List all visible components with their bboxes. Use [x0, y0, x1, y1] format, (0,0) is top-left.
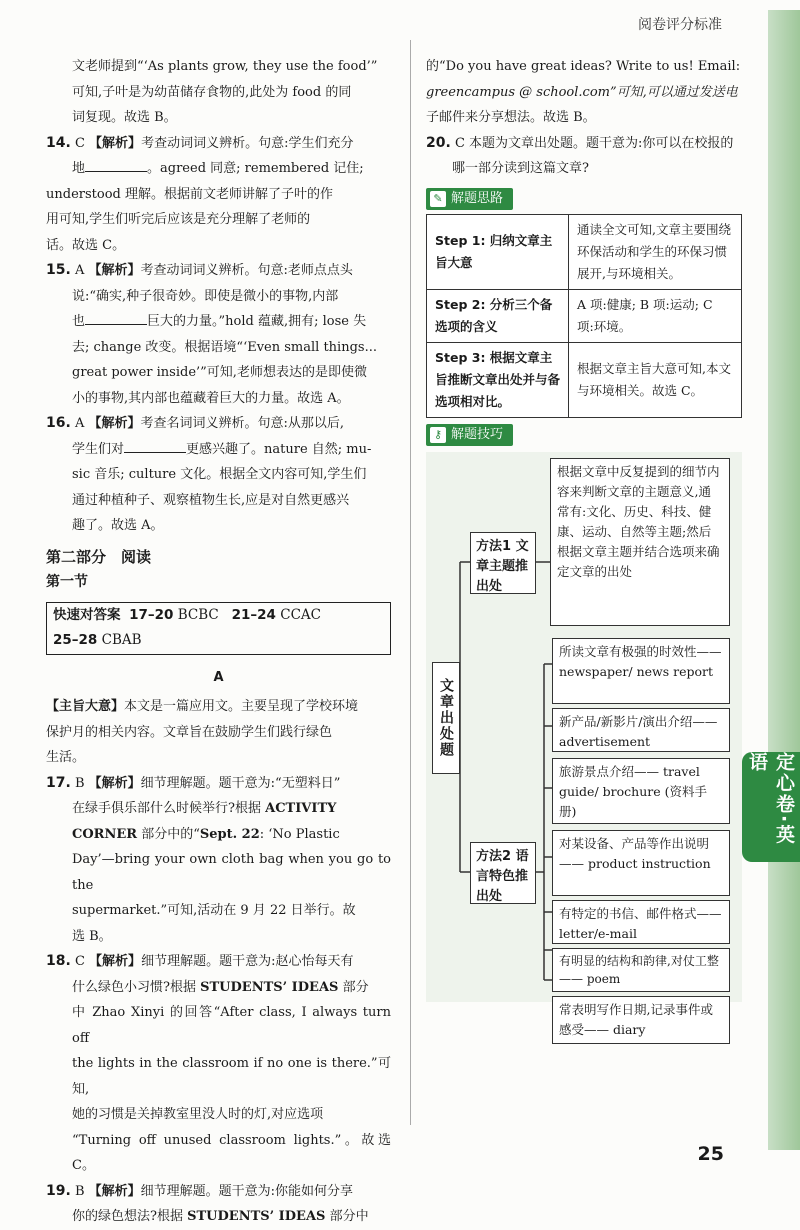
q16-line4: 通过种植种子、观察植物生长,应是对自然更感兴: [72, 492, 350, 508]
q15-line2: 说:“确实,种子很奇妙。即使是微小的事物,内部: [72, 288, 339, 304]
think-label: ✎ 解题思路: [426, 188, 513, 210]
right-column: [426, 54, 741, 1044]
tree-leaf: 有明显的结构和韵律,对仗工整—— poem: [552, 948, 730, 992]
tree-method-1-text: 根据文章中反复提到的细节内容来判断文章的主题意义,通常有:文化、历史、科技、健康、运动、自然等主题;然后根据文章主题并结合选项来确定文章的出处: [550, 458, 730, 626]
q17-line1: 17. B 【解析】细节理解题。题干意为:“无塑料日”: [46, 774, 341, 791]
q20-line2: 哪一部分读到这篇文章?: [452, 161, 589, 176]
q16-line5: 趣了。故选 A。: [72, 518, 164, 533]
passage-label: A: [213, 669, 224, 685]
q14-line5: 话。故选 C。: [46, 237, 126, 253]
section-heading: 第一节: [46, 574, 88, 590]
tree-root: 文章出处题: [432, 662, 460, 774]
q17-line3: CORNER 部分中的“Sept. 22: ‘No Plastic: [72, 826, 340, 842]
q15-line6: 小的事物,其内部也蕴藏着巨大的力量。故选 A。: [72, 390, 350, 406]
cont-line: greencampus @ school.com”可知,可以通过发送电: [426, 84, 738, 100]
main-idea-line1: 【主旨大意】本文是一篇应用文。主要呈现了学校环境: [46, 699, 359, 714]
q14-line3: understood 理解。根据前文老师讲解了子叶的作: [46, 186, 333, 202]
q15-line3: 也 巨大的力量。”hold 蕴藏,拥有; lose 失: [46, 309, 391, 335]
side-color-strip: [768, 10, 800, 1150]
page-number: 25: [697, 1143, 724, 1165]
intro-line: 词复现。故选 B。: [72, 110, 177, 125]
q19-line1: 19. B 【解析】细节理解题。题干意为:你能如何分享: [46, 1182, 354, 1199]
side-section-tab[interactable]: 定心卷·英语: [742, 752, 800, 862]
q14-line4: 用可知,学生们听完后应该是充分理解了老师的: [46, 212, 311, 227]
q16-line3: sic 音乐; culture 文化。根据全文内容可知,学生们: [72, 467, 367, 482]
pencil-note-icon: ✎: [430, 191, 446, 207]
q14-line1: 14. C 【解析】考查动词词义辨析。句意:学生们充分: [46, 134, 354, 151]
key-icon: ⚷: [430, 427, 446, 443]
intro-line: 文老师提到“‘As plants grow, they use the food’”: [72, 59, 378, 74]
cont-line: 的“Do you have great ideas? Write to us! Email:: [426, 59, 741, 74]
cont-line: 子邮件来分享想法。故选 B。: [426, 110, 596, 125]
method-tree: [426, 452, 742, 1002]
tree-leaf: 常表明写作日期,记录事件或感受—— diary: [552, 996, 730, 1044]
main-idea-line3: 生活。: [46, 750, 86, 765]
main-idea-line2: 保护月的相关内容。文章旨在鼓励学生们践行绿色: [46, 724, 333, 740]
q17-line6: 选 B。: [72, 928, 112, 944]
intro-line: 可知,子叶是为幼苗储存食物的,此处为 food 的同: [72, 84, 352, 100]
q17-line2: 在绿手俱乐部什么时候举行?根据 ACTIVITY: [72, 801, 337, 816]
header-tag: 阅卷评分标准: [638, 17, 722, 33]
q18-line3: 中 Zhao Xinyi 的回答“After class, I always turn off: [72, 1005, 391, 1046]
answer-blank: [85, 157, 147, 172]
q16-line1: 16. A 【解析】考查名词词义辨析。句意:从那以后,: [46, 415, 345, 431]
q15-line1: 15. A 【解析】考查动词词义辨析。句意:老师点点头: [46, 262, 353, 278]
tree-leaf: 所读文章有极强的时效性—— newspaper/ news report: [552, 638, 730, 704]
q15-line5: great power inside’”可知,老师想表达的是即使微: [72, 365, 367, 380]
q20-line1: 20. C 本题为文章出处题。题干意为:你可以在校报的: [426, 134, 734, 151]
q15-line4: 去; change 改变。根据语境“‘Even small things...: [72, 339, 377, 355]
tree-leaf: 新产品/新影片/演出介绍—— advertisement: [552, 708, 730, 752]
quick-answer-box: 快速对答案 17–20 BCBC 21–24 CCAC 25–28 CBAB: [46, 602, 391, 655]
left-column: [46, 54, 391, 1230]
q18-line1: 18. C 【解析】细节理解题。题干意为:赵心怡每天有: [46, 953, 354, 969]
answer-blank: [85, 310, 147, 325]
tree-method-1: 方法1 文章主题推出处: [470, 532, 536, 594]
q18-line6: “Turning off unused classroom lights.”。故选 C。: [72, 1132, 391, 1173]
table-row: Step 3: 根据文章主旨推断文章出处并与备选项相对比。 根据文章主旨大意可知,本文与环境相关。故选 C。: [427, 342, 742, 417]
column-divider: [410, 40, 411, 1125]
q18-line5: 她的习惯是关掉教室里没人时的灯,对应选项: [72, 1107, 324, 1122]
q18-line2: 什么绿色小习惯?根据 STUDENTS’ IDEAS 部分: [72, 979, 369, 995]
tree-leaf: 旅游景点介绍—— travel guide/ brochure (资料手册): [552, 758, 730, 824]
tree-method-2: 方法2 语言特色推出处: [470, 842, 536, 904]
tree-leaf: 对某设备、产品等作出说明—— product instruction: [552, 830, 730, 896]
steps-table: [426, 214, 742, 418]
q19-line2: 你的绿色想法?根据 STUDENTS’ IDEAS 部分中: [72, 1209, 369, 1224]
q16-line2: 学生们对 更感兴趣了。nature 自然; mu-: [46, 437, 391, 463]
q17-line5: supermarket.”可知,活动在 9 月 22 日举行。故: [72, 903, 356, 918]
q14-line2: 地 。agreed 同意; remembered 记住;: [46, 156, 391, 182]
tips-label: ⚷ 解题技巧: [426, 424, 513, 446]
table-row: Step 1: 归纳文章主旨大意 通读全文可知,文章主要围绕环保活动和学生的环保习惯展开,与环境相关。: [427, 214, 742, 289]
tree-leaf: 有特定的书信、邮件格式—— letter/e-mail: [552, 900, 730, 944]
q17-line4: Day’—bring your own cloth bag when you go to the: [72, 852, 391, 893]
table-row: Step 2: 分析三个备选项的含义 A 项:健康; B 项:运动; C 项:环境。: [427, 289, 742, 342]
q18-line4: the lights in the classroom if no one is there.”可知,: [72, 1056, 391, 1097]
part-heading: 第二部分 阅读: [46, 547, 152, 566]
answer-blank: [124, 438, 186, 453]
